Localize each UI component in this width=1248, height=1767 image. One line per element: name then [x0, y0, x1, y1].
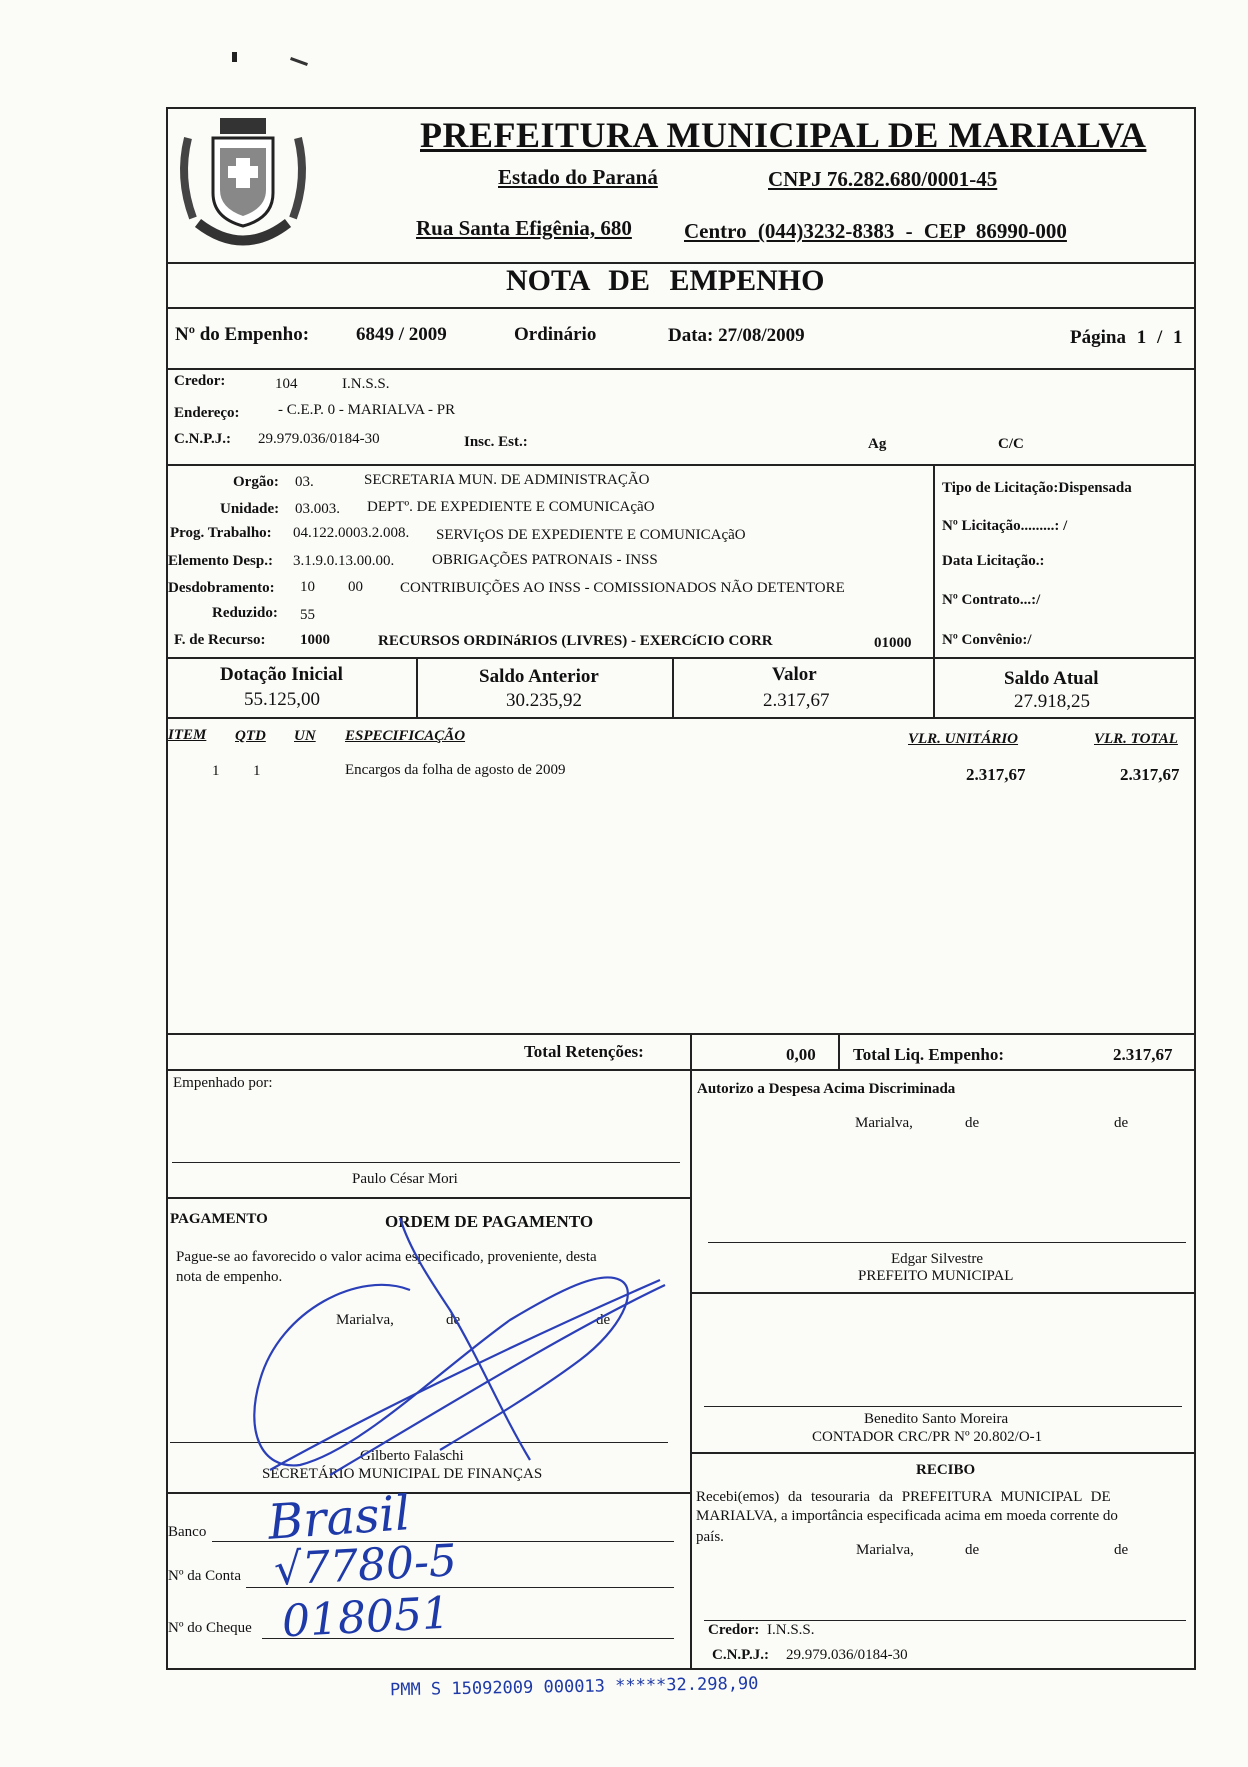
credor-code: 104 — [275, 376, 298, 392]
recibo-de-2: de — [1114, 1542, 1129, 1558]
unidade-label: Unidade: — [220, 501, 280, 517]
empenho-number: 6849 / 2009 — [356, 324, 447, 345]
col-vlr-total: VLR. TOTAL — [1094, 731, 1178, 747]
divider — [166, 464, 1196, 466]
ag-label: Ag — [868, 436, 887, 452]
divider — [690, 1452, 1196, 1454]
recibo-marialva: Marialva, — [856, 1542, 914, 1558]
dotacao-label: Dotação Inicial — [220, 664, 343, 685]
cnpj-label: C.N.P.J.: — [174, 431, 231, 447]
item-qtd: 1 — [253, 763, 261, 779]
recibo-de-1: de — [965, 1542, 980, 1558]
retencoes-label: Total Retenções: — [524, 1042, 644, 1061]
numero-contrato: Nº Contrato...:/ — [942, 592, 1041, 608]
cnpj-header: CNPJ 76.282.680/0001-45 — [768, 167, 998, 191]
prefeito-cargo: PREFEITO MUNICIPAL — [858, 1268, 1014, 1284]
pagamento-text-2: nota de empenho. — [176, 1269, 283, 1285]
divider — [166, 1492, 690, 1494]
ordem-pagamento: ORDEM DE PAGAMENTO — [385, 1212, 594, 1231]
scan-mark — [290, 57, 308, 66]
scan-mark — [232, 52, 237, 62]
elemento-label: Elemento Desp.: — [168, 553, 273, 569]
credor-name: I.N.S.S. — [342, 376, 390, 392]
contador-nome: Benedito Santo Moreira — [864, 1411, 1009, 1427]
elemento-name: OBRIGAÇÕES PATRONAIS - INSS — [432, 552, 658, 568]
data-licitacao: Data Licitação.: — [942, 553, 1045, 569]
reduzido-value: 55 — [300, 607, 315, 623]
prog-label: Prog. Trabalho: — [170, 525, 272, 541]
cc-label: C/C — [998, 436, 1024, 452]
recibo-text-3: país. — [696, 1529, 724, 1545]
state-name: Estado do Paraná — [498, 165, 658, 189]
recibo-credor-label: Credor: — [708, 1622, 760, 1638]
banco-label: Banco — [168, 1524, 207, 1540]
contador-cargo: CONTADOR CRC/PR Nº 20.802/O-1 — [812, 1429, 1043, 1445]
saldo-atual-value: 27.918,25 — [1014, 691, 1090, 712]
col-vlr-unitario: VLR. UNITÁRIO — [908, 731, 1019, 747]
liq-value: 2.317,67 — [1113, 1045, 1173, 1064]
banco-handwritten: Brasil — [266, 1485, 412, 1551]
divider — [166, 368, 1196, 370]
empenho-number-label: Nº do Empenho: — [175, 324, 310, 345]
pagamento-de-1: de — [446, 1312, 461, 1328]
dotacao-value: 55.125,00 — [244, 689, 320, 710]
handwritten-signature — [240, 1210, 680, 1480]
autorizo-label: Autorizo a Despesa Acima Discriminada — [697, 1081, 956, 1097]
cheque-label: Nº do Cheque — [168, 1620, 252, 1636]
divider — [166, 1069, 1196, 1071]
autorizo-de-2: de — [1114, 1115, 1129, 1131]
conta-handwritten: √7780-5 — [272, 1535, 459, 1596]
financas-nome: Gilberto Falaschi — [360, 1448, 464, 1464]
recurso-name: RECURSOS ORDINáRIOS (LIVRES) - EXERCíCIO CORR — [378, 633, 773, 649]
empenhado-nome: Paulo César Mori — [352, 1171, 458, 1187]
payment-stamp: PMM S 15092009 000013 *****32.298,90 — [389, 1673, 759, 1701]
valor-label: Valor — [772, 664, 817, 685]
item-especificacao: Encargos da folha de agosto de 2009 — [345, 762, 566, 778]
divider — [416, 657, 418, 717]
cheque-handwritten: 018051 — [280, 1587, 452, 1648]
divider — [690, 1292, 1196, 1294]
pagamento-de-2: de — [596, 1312, 611, 1328]
saldo-atual-label: Saldo Atual — [1004, 668, 1099, 689]
desdobramento-label: Desdobramento: — [168, 580, 275, 596]
contact-info: Centro (044)3232-8383 - CEP 86990-000 — [684, 219, 1067, 243]
saldo-anterior-label: Saldo Anterior — [479, 666, 599, 687]
page-title: PREFEITURA MUNICIPAL DE MARIALVA — [420, 115, 1147, 155]
prefeito-nome: Edgar Silvestre — [891, 1251, 984, 1267]
empenho-date: Data: 27/08/2009 — [668, 325, 805, 346]
unidade-code: 03.003. — [295, 501, 340, 517]
recibo-cnpj-label: C.N.P.J.: — [712, 1647, 769, 1663]
signature-line — [708, 1242, 1186, 1243]
tipo-licitacao: Tipo de Licitação:Dispensada — [942, 480, 1132, 496]
divider — [838, 1033, 840, 1069]
autorizo-marialva: Marialva, — [855, 1115, 913, 1131]
empenho-type: Ordinário — [514, 324, 597, 345]
recurso-code: 1000 — [300, 632, 330, 648]
divider — [166, 307, 1196, 309]
credor-cnpj: 29.979.036/0184-30 — [258, 431, 380, 447]
signature-line — [704, 1620, 1186, 1621]
credor-address: - C.E.P. 0 - MARIALVA - PR — [278, 402, 456, 418]
divider — [933, 657, 935, 717]
item-unit-value: 2.317,67 — [966, 765, 1026, 784]
document-title: NOTA DE EMPENHO — [506, 264, 825, 297]
recurso-label: F. de Recurso: — [174, 632, 266, 648]
financas-cargo: SECRETÁRIO MUNICIPAL DE FINANÇAS — [262, 1466, 543, 1482]
item-total-value: 2.317,67 — [1120, 765, 1180, 784]
liq-label: Total Liq. Empenho: — [853, 1045, 1004, 1064]
elemento-code: 3.1.9.0.13.00.00. — [293, 553, 395, 569]
orgao-name: SECRETARIA MUN. DE ADMINISTRAÇÃO — [364, 472, 650, 488]
unidade-name: DEPTº. DE EXPEDIENTE E COMUNICAçãO — [367, 499, 655, 515]
reduzido-label: Reduzido: — [212, 605, 278, 621]
recurso-code2: 01000 — [874, 635, 912, 651]
desdobramento-b: 00 — [348, 579, 363, 595]
conta-label: Nº da Conta — [168, 1568, 241, 1584]
desdobramento-a: 10 — [300, 579, 315, 595]
prog-code: 04.122.0003.2.008. — [293, 525, 410, 541]
orgao-label: Orgão: — [233, 474, 279, 490]
numero-licitacao: Nº Licitação.........: / — [942, 518, 1068, 534]
street-address: Rua Santa Efigênia, 680 — [416, 216, 632, 240]
insc-est-label: Insc. Est.: — [464, 434, 528, 450]
empenhado-label: Empenhado por: — [173, 1075, 273, 1091]
retencoes-value: 0,00 — [786, 1045, 816, 1064]
signature-line — [172, 1162, 680, 1163]
pagamento-marialva: Marialva, — [336, 1312, 394, 1328]
col-qtd: QTD — [235, 728, 266, 744]
saldo-anterior-value: 30.235,92 — [506, 690, 582, 711]
recibo-text-1: Recebi(emos) da tesouraria da PREFEITURA MUNICIPAL DE — [696, 1489, 1111, 1505]
col-item: ITEM — [168, 727, 207, 743]
divider — [166, 717, 1196, 719]
autorizo-de-1: de — [965, 1115, 980, 1131]
desdobramento-name: CONTRIBUIÇÕES AO INSS - COMISSIONADOS NÃO DETENTORE — [400, 580, 845, 596]
item-number: 1 — [212, 763, 220, 779]
recibo-text-2: MARIALVA, a importância especificada acima em moeda corrente do — [696, 1508, 1118, 1524]
page-number: Página 1 / 1 — [1070, 327, 1183, 348]
recibo-credor: I.N.S.S. — [767, 1622, 815, 1638]
col-un: UN — [294, 728, 316, 744]
signature-line — [704, 1406, 1182, 1407]
divider — [166, 1033, 1196, 1035]
prog-name: SERVIçOS DE EXPEDIENTE E COMUNICAçãO — [436, 527, 746, 543]
valor-value: 2.317,67 — [763, 690, 830, 711]
municipal-coat-of-arms — [168, 108, 318, 260]
recibo-cnpj: 29.979.036/0184-30 — [786, 1647, 908, 1663]
divider — [933, 464, 935, 657]
pagamento-label: PAGAMENTO — [170, 1211, 268, 1227]
divider — [690, 1033, 692, 1670]
divider — [166, 1197, 690, 1199]
pagamento-text-1: Pague-se ao favorecido o valor acima especificado, proveniente, desta — [176, 1249, 597, 1265]
recibo-title: RECIBO — [916, 1462, 976, 1478]
divider — [672, 657, 674, 717]
numero-convenio: Nº Convênio:/ — [942, 632, 1032, 648]
col-especificacao: ESPECIFICAÇÃO — [345, 728, 466, 744]
divider — [166, 657, 1196, 659]
address-label: Endereço: — [174, 405, 240, 421]
credor-label: Credor: — [174, 373, 226, 389]
orgao-code: 03. — [295, 474, 314, 490]
